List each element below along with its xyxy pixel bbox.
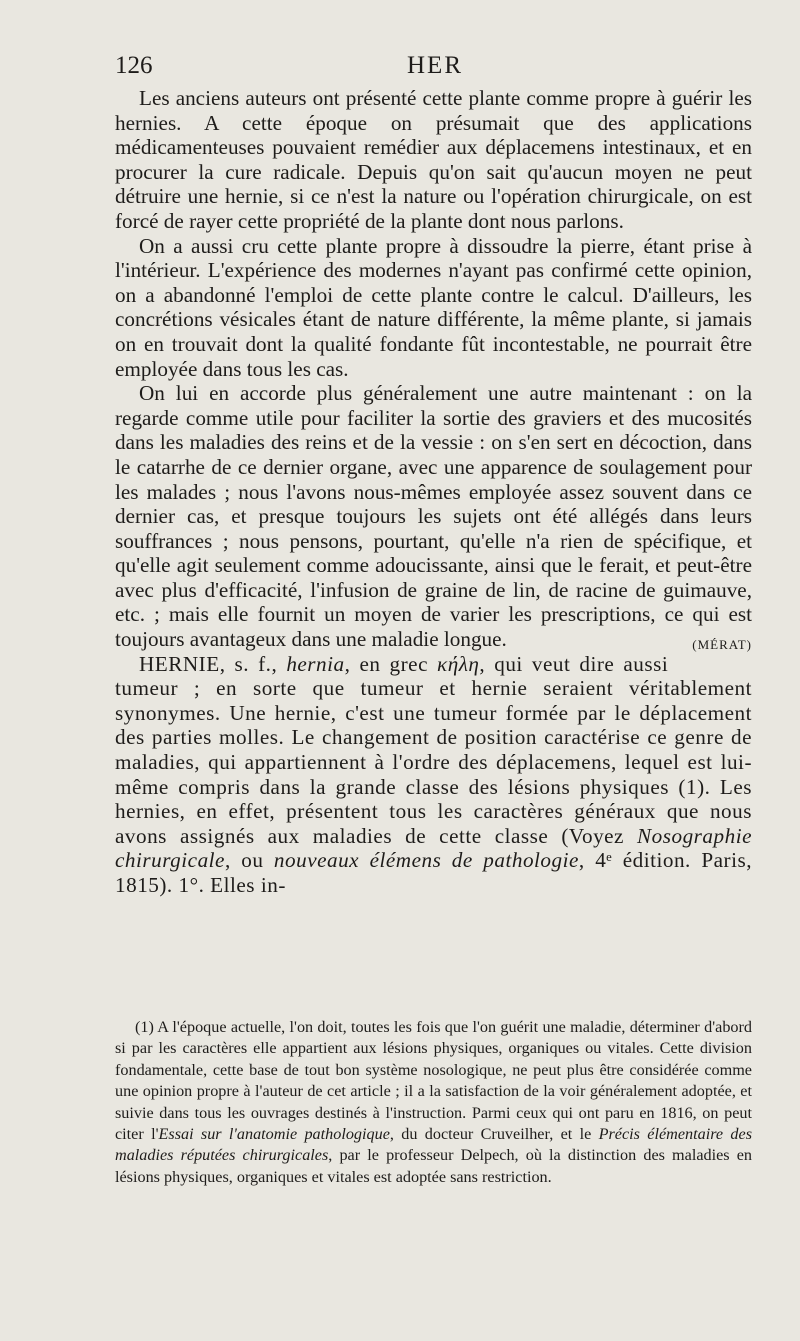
entry-greek: κήλη (437, 651, 480, 676)
footnote-text-c: , par le professeur Delpech, où la distinction des maladies en lésions physiques, organiques et vitales est adoptée sans restriction. (115, 1146, 752, 1186)
author-signature: (MÉRAT) (692, 637, 752, 653)
page-header (115, 52, 755, 86)
paragraph-1: Les anciens auteurs ont présenté cette plante comme propre à guérir les hernies. A cette époque on présumait que des applications médicamenteuses pouvaient remédier aux déplacemens intestinaux, et en procurer la cure radicale. Depuis qu'on sait qu'aucun moyen ne peut détruire une hernie, si ce n'est la nature ou l'opération chirurgicale, on est forcé de rayer cette propriété de la plante dont nous parlons. (115, 86, 752, 233)
page-number: 126 (115, 52, 153, 79)
footnote-italic-1: Essai sur l'anatomie pathologique (158, 1125, 390, 1144)
main-text (115, 86, 752, 898)
paragraph-2: On a aussi cru cette plante propre à dissoudre la pierre, étant prise à l'intérieur. L'expérience des modernes n'ayant pas confirmé cette opinion, on a abandonné l'emploi de cette plante contre le calcul. D'ailleurs, les concrétions vésicales étant de nature différente, la même plante, si jamais on en trouvait dont la qualité fondante fût incontestable, ne pourrait être employée dans tous les cas. (115, 233, 752, 381)
entry-text-b: , ou (224, 848, 274, 873)
entry-italic-1: Nosographie chirurgicale (115, 823, 752, 873)
entry-text-c: , 4ᵉ édition. Paris, 1815). 1°. Elles in- (115, 848, 752, 897)
footnote-text-a: (1) A l'époque actuelle, l'on doit, toutes les fois que l'on guérit une maladie, déterminer d'abord si par les caractères elle appartient aux lésions physiques, organiques ou vitales. Cette division fondamentale, cette base de tout bon système nosologique, ne peut plus être considérée comme une opinion propre à l'auteur de cet article ; il a la satisfaction de la voir généralement adoptée, et suivie dans tous les ouvrages destinés à l'instruction. Parmi ceux qui ont paru en 1816, on peut citer l' (115, 1018, 752, 1144)
entry-hernie (115, 652, 752, 898)
running-head: HER (407, 52, 463, 79)
entry-italic-2: nouveaux élémens de pathologie (273, 848, 579, 873)
footnote-1 (115, 1017, 752, 1188)
entry-text-a: , qui veut dire aussi tumeur ; en sorte que tumeur et hernie seraient véritablement synonymes. Une hernie, c'est une tumeur formée par le déplacement des parties molles. Le changement de position caractérise ce genre de maladies, qui appartiennent à l'ordre des déplacemens, lequel est lui-même compris dans la grande classe des lésions physiques (1). Les hernies, en effet, présentent tous les caractères généraux que nous avons assignés aux maladies de cette classe (Voyez (115, 651, 752, 848)
footnote (115, 1017, 752, 1188)
paragraph-3 (115, 381, 752, 652)
entry-greek-intro: , en grec (344, 651, 438, 676)
paragraph-3-text: On lui en accorde plus généralement une autre maintenant : on la regarde comme utile pour faciliter la sortie des graviers et des mucosités dans les maladies des reins et de la vessie : on s'en sert en décoction, dans le catarrhe de ce dernier organe, avec une apparence de soulagement pour les malades ; nous l'avons nous-mêmes employée assez souvent dans ce dernier cas, et presque toujours les sujets ont été allégés dans leurs souffrances ; nous pensons, pourtant, qu'elle n'a rien de spécifique, et qu'elle agit seulement comme adoucissante, ainsi que le ferait, et peut-être avec plus d'efficacité, l'infusion de graine de lin, de racine de guimauve, etc. ; mais elle fournit un moyen de varier les prescriptions, ce qui est toujours avantageux dans une maladie longue. (115, 381, 752, 652)
entry-headword: HERNIE (139, 651, 220, 676)
footnote-text-b: , du docteur Cruveilher, et le (389, 1125, 599, 1144)
entry-latin: hernia (286, 651, 345, 676)
entry-grammar: , s. f., (219, 651, 287, 676)
footnote-italic-2: Précis élémentaire des maladies réputées chirurgicales (115, 1125, 752, 1165)
